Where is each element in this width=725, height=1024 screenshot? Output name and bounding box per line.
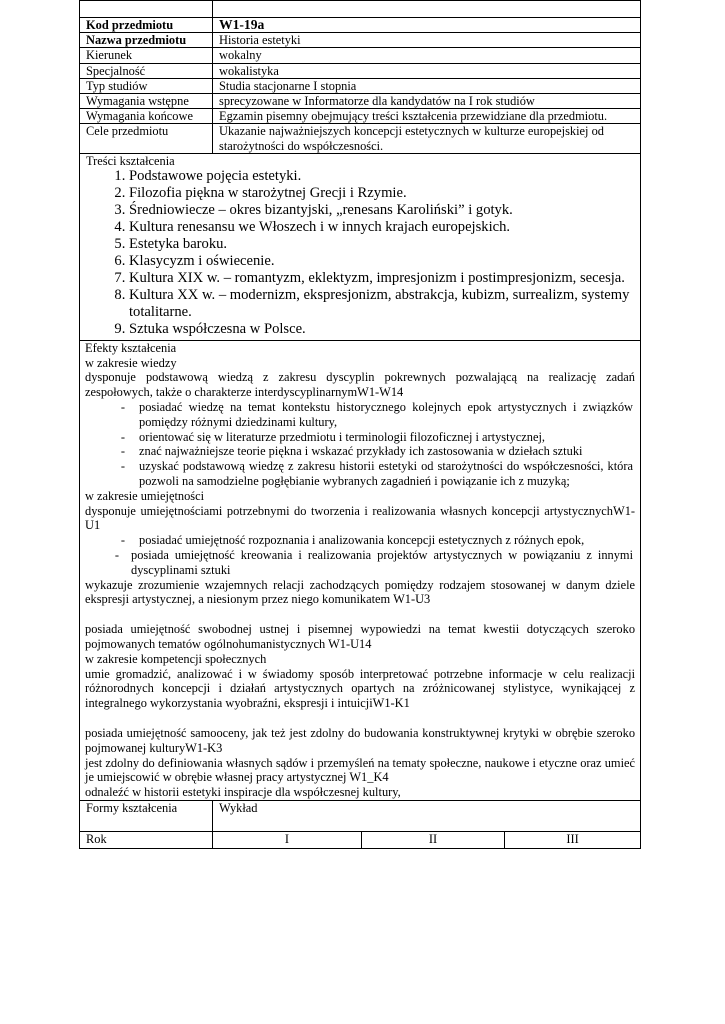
label-kierunek: Kierunek — [80, 48, 213, 63]
dash-bullet: - — [114, 547, 119, 562]
wiedza-item-text: znać najważniejsze teorie piękna i wskazać przykłady ich zastosowania w dziełach sztuki — [139, 444, 583, 459]
wiedza-list-item — [85, 400, 635, 430]
kompetencje-paragraph: posiada umiejętność samooceny, jak też jest zdolny do budowania konstruktywnej krytyki w obrębie szeroko pojmowanej kulturyW1-K3 — [85, 725, 636, 755]
umiejetnosci-intro: dysponuje umiejętnościami potrzebnymi do tworzenia i realizowania własnych koncepcji artystycznychW1-U1 — [85, 503, 636, 533]
value-wymagania-wstepne: sprecyzowane w Informatorze dla kandydatów na I rok studiów — [213, 94, 641, 109]
syllabus-table — [79, 0, 641, 849]
row-specjalnosc — [80, 63, 641, 78]
label-nazwa: Nazwa przedmiotu — [80, 33, 213, 48]
label-wymagania-wstepne: Wymagania wstępne — [80, 94, 213, 109]
tresci-item: 6. Klasycyzm i oświecenie. — [129, 253, 634, 270]
tresci-item: 3. Średniowiecze – okres bizantyjski, „renesans Karoliński” i gotyk. — [129, 202, 634, 219]
value-typ-studiow: Studia stacjonarne I stopnia — [213, 78, 641, 93]
dash-bullet: - — [120, 444, 125, 459]
tresci-list — [86, 168, 634, 338]
dash-bullet: - — [120, 459, 125, 474]
tresci-item: 9. Sztuka współczesna w Polsce. — [129, 321, 634, 338]
label-typ-studiow: Typ studiów — [80, 78, 213, 93]
kompetencje-paragraph: jest zdolny do definiowania własnych sądów i przemyśleń na tematy społeczne, naukowe i etyczne oraz umieć je umiejscowić w obrębie własnej pracy artystycznej W1_K4 — [85, 755, 636, 785]
rok-col-1: I — [213, 831, 362, 848]
row-tresci-ksztalcenia — [80, 153, 641, 340]
value-specjalnosc: wokalistyka — [213, 63, 641, 78]
wiedza-item-text: uzyskać podstawową wiedzę z zakresu historii estetyki od starożytności do współczesności, która pozwoli na samodzielne pogłębianie wybranych zagadnień i powiązanie ich z muzyką; — [139, 459, 634, 488]
course-syllabus-document — [79, 0, 640, 849]
umiejetnosci-item-text: posiadać umiejętność rozpoznania i analizowania koncepcji estetycznych z różnych epok, — [139, 533, 585, 548]
label-formy: Formy kształcenia — [80, 800, 213, 831]
label-wymagania-koncowe: Wymagania końcowe — [80, 109, 213, 124]
label-kod: Kod przedmiotu — [80, 18, 213, 33]
kompetencje-paragraph: umie gromadzić, analizować i w świadomy sposób interpretować potrzebne informacje w celu realizacji różnorodnych koncepcji i działań artystycznych opartych na zróżnicowanej stylistyce, wynikającej z integralnego wykorzystania wyobraźni, ekspresji i intuicjiW1-K1 — [85, 666, 636, 711]
kompetencje-paragraph: odnaleźć w historii estetyki inspiracje dla współczesnej kultury, — [85, 785, 401, 800]
row-kierunek — [80, 48, 641, 63]
value-cele-przedmiotu: Ukazanie najważniejszych koncepcji estetycznych w kulturze europejskiej od starożytności do współczesności. — [213, 124, 641, 153]
row-rok — [80, 831, 641, 848]
umiejetnosci-paragraph: posiada umiejętność swobodnej ustnej i pisemnej wypowiedzi na temat kwestii dotyczących szeroko pojmowanych tematów ogólnohumanistycznych W1-U14 — [85, 622, 636, 651]
umiejetnosci-paragraph: wykazuje zrozumienie wzajemnych relacji zachodzących pomiędzy rodzajem stosowanej w danym dziele ekspresji artystycznej, a niesionym przez niego komunikatem W1-U3 — [85, 577, 636, 607]
dash-bullet: - — [120, 533, 125, 548]
wiedza-list-item — [85, 459, 635, 489]
umiejetnosci-list-item — [85, 548, 635, 578]
umiejetnosci-list-item — [85, 533, 635, 548]
tresci-item: 4. Kultura renesansu we Włoszech i w innych krajach europejskich. — [129, 219, 634, 236]
kompetencje-heading: w zakresie kompetencji społecznych — [85, 651, 267, 666]
efekty-heading: Efekty kształcenia — [85, 340, 177, 355]
row-kod-przedmiotu — [80, 18, 641, 33]
tresci-item: 8. Kultura XX w. – modernizm, ekspresjonizm, abstrakcja, kubizm, surrealizm, systemy totalitarne. — [129, 287, 634, 321]
tresci-item: 2. Filozofia piękna w starożytnej Grecji i Rzymie. — [129, 185, 634, 202]
tresci-heading: Treści kształcenia — [86, 153, 175, 168]
dash-bullet: - — [120, 400, 125, 415]
row-formy-ksztalcenia — [80, 800, 641, 831]
rok-col-2: II — [362, 831, 505, 848]
wiedza-item-text: posiadać wiedzę na temat kontekstu historycznego kolejnych epok artystycznych i związków pomiędzy różnymi dziedzinami kultury, — [139, 400, 634, 429]
label-cele-przedmiotu: Cele przedmiotu — [80, 124, 213, 153]
wiedza-list-item — [85, 430, 635, 445]
row-typ-studiow — [80, 78, 641, 93]
row-cele-przedmiotu — [80, 124, 641, 153]
row-nazwa — [80, 33, 641, 48]
row-wymagania-wstepne — [80, 94, 641, 109]
label-rok: Rok — [80, 831, 213, 848]
value-kod: W1-19a — [213, 18, 641, 33]
tresci-item: 1. Podstawowe pojęcia estetyki. — [129, 168, 634, 185]
wiedza-intro: dysponuje podstawową wiedzą z zakresu dyscyplin pokrewnych pozwalającą na realizację zadań zespołowych, także o charakterze interdyscyplinarnymW1-W14 — [85, 370, 636, 400]
tresci-item: 5. Estetyka baroku. — [129, 236, 634, 253]
tresci-item: 7. Kultura XIX w. – romantyzm, eklektyzm, impresjonizm i postimpresjonizm, secesja. — [129, 270, 634, 287]
row-efekty-ksztalcenia — [80, 340, 641, 800]
value-formy: Wykład — [213, 800, 641, 831]
wiedza-heading: w zakresie wiedzy — [85, 355, 177, 370]
empty-header-row — [80, 1, 641, 18]
rok-col-3: III — [505, 831, 641, 848]
value-kierunek: wokalny — [213, 48, 641, 63]
umiejetnosci-heading: w zakresie umiejętności — [85, 488, 205, 503]
wiedza-item-text: orientować się w literaturze przedmiotu i terminologii filozoficznej i artystycznej, — [139, 429, 545, 444]
wiedza-list-item — [85, 444, 635, 459]
row-wymagania-koncowe — [80, 109, 641, 124]
dash-bullet: - — [120, 429, 125, 444]
umiejetnosci-item-text: posiada umiejętność kreowania i realizowania projektów artystycznych w powiązaniu z innymi dyscyplinami sztuki — [131, 547, 634, 577]
label-specjalnosc: Specjalność — [80, 63, 213, 78]
value-nazwa: Historia estetyki — [213, 33, 641, 48]
value-wymagania-koncowe: Egzamin pisemny obejmujący treści kształcenia przewidziane dla przedmiotu. — [213, 109, 641, 124]
